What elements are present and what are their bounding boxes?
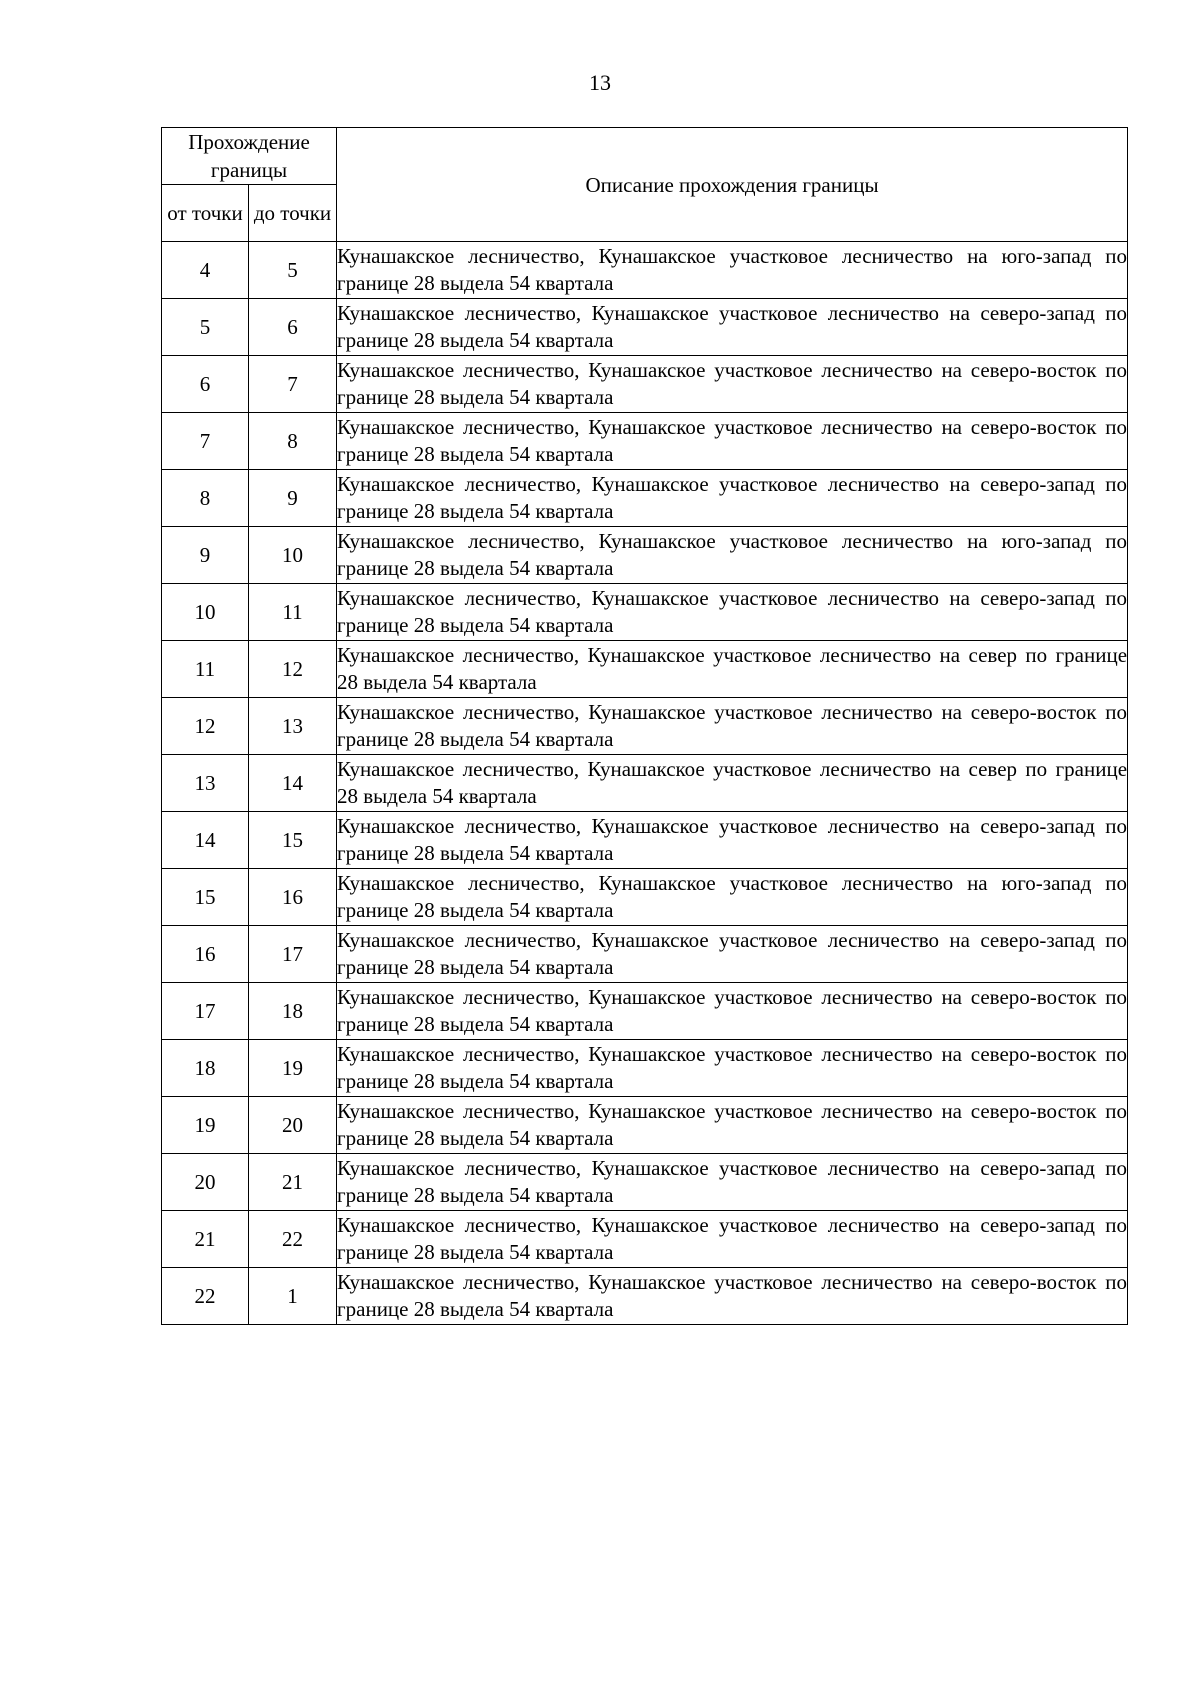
to-point-cell: 17 xyxy=(249,926,337,983)
to-point-cell: 20 xyxy=(249,1097,337,1154)
description-cell: Кунашакское лесничество, Кунашакское участковое лесничество на северо-восток по границе 28 выдела 54 квартала xyxy=(337,983,1128,1040)
from-point-cell: 16 xyxy=(162,926,249,983)
description-cell: Кунашакское лесничество, Кунашакское участковое лесничество на север по границе 28 выдела 54 квартала xyxy=(337,641,1128,698)
description-cell: Кунашакское лесничество, Кунашакское участковое лесничество на северо-запад по границе 28 выдела 54 квартала xyxy=(337,584,1128,641)
description-cell: Кунашакское лесничество, Кунашакское участковое лесничество на северо-восток по границе 28 выдела 54 квартала xyxy=(337,698,1128,755)
description-cell: Кунашакское лесничество, Кунашакское участковое лесничество на северо-запад по границе 28 выдела 54 квартала xyxy=(337,470,1128,527)
table-row xyxy=(162,812,1128,869)
from-point-cell: 20 xyxy=(162,1154,249,1211)
from-point-cell: 14 xyxy=(162,812,249,869)
to-point-cell: 18 xyxy=(249,983,337,1040)
from-point-cell: 4 xyxy=(162,242,249,299)
from-point-cell: 18 xyxy=(162,1040,249,1097)
table-row xyxy=(162,299,1128,356)
table-row xyxy=(162,1097,1128,1154)
table-row xyxy=(162,242,1128,299)
header-description: Описание прохождения границы xyxy=(337,128,1128,242)
table-row xyxy=(162,527,1128,584)
from-point-cell: 9 xyxy=(162,527,249,584)
description-cell: Кунашакское лесничество, Кунашакское участковое лесничество на северо-запад по границе 28 выдела 54 квартала xyxy=(337,812,1128,869)
table-row xyxy=(162,1154,1128,1211)
table-row xyxy=(162,356,1128,413)
to-point-cell: 8 xyxy=(249,413,337,470)
to-point-cell: 1 xyxy=(249,1268,337,1325)
description-cell: Кунашакское лесничество, Кунашакское участковое лесничество на северо-запад по границе 28 выдела 54 квартала xyxy=(337,1211,1128,1268)
table-row xyxy=(162,1211,1128,1268)
from-point-cell: 22 xyxy=(162,1268,249,1325)
boundary-table xyxy=(161,127,1128,1325)
description-cell: Кунашакское лесничество, Кунашакское участковое лесничество на северо-восток по границе 28 выдела 54 квартала xyxy=(337,356,1128,413)
to-point-cell: 10 xyxy=(249,527,337,584)
from-point-cell: 10 xyxy=(162,584,249,641)
table-row xyxy=(162,1268,1128,1325)
description-cell: Кунашакское лесничество, Кунашакское участковое лесничество на северо-запад по границе 28 выдела 54 квартала xyxy=(337,1154,1128,1211)
from-point-cell: 15 xyxy=(162,869,249,926)
description-cell: Кунашакское лесничество, Кунашакское участковое лесничество на северо-восток по границе 28 выдела 54 квартала xyxy=(337,1268,1128,1325)
table-header xyxy=(162,128,1128,242)
to-point-cell: 9 xyxy=(249,470,337,527)
table-row xyxy=(162,584,1128,641)
from-point-cell: 19 xyxy=(162,1097,249,1154)
table-row xyxy=(162,983,1128,1040)
table-row xyxy=(162,698,1128,755)
to-point-cell: 5 xyxy=(249,242,337,299)
description-cell: Кунашакское лесничество, Кунашакское участковое лесничество на юго-запад по границе 28 выдела 54 квартала xyxy=(337,527,1128,584)
to-point-cell: 19 xyxy=(249,1040,337,1097)
to-point-cell: 15 xyxy=(249,812,337,869)
table-row xyxy=(162,470,1128,527)
table-row xyxy=(162,926,1128,983)
to-point-cell: 16 xyxy=(249,869,337,926)
description-cell: Кунашакское лесничество, Кунашакское участковое лесничество на северо-восток по границе 28 выдела 54 квартала xyxy=(337,1040,1128,1097)
table-row xyxy=(162,869,1128,926)
from-point-cell: 12 xyxy=(162,698,249,755)
description-cell: Кунашакское лесничество, Кунашакское участковое лесничество на северо-восток по границе 28 выдела 54 квартала xyxy=(337,413,1128,470)
from-point-cell: 11 xyxy=(162,641,249,698)
from-point-cell: 6 xyxy=(162,356,249,413)
to-point-cell: 6 xyxy=(249,299,337,356)
description-cell: Кунашакское лесничество, Кунашакское участковое лесничество на север по границе 28 выдела 54 квартала xyxy=(337,755,1128,812)
to-point-cell: 11 xyxy=(249,584,337,641)
header-passage: Прохождение границы xyxy=(162,128,337,185)
to-point-cell: 12 xyxy=(249,641,337,698)
page-number: 13 xyxy=(589,70,611,95)
table-body xyxy=(162,242,1128,1325)
from-point-cell: 21 xyxy=(162,1211,249,1268)
from-point-cell: 8 xyxy=(162,470,249,527)
description-cell: Кунашакское лесничество, Кунашакское участковое лесничество на северо-запад по границе 28 выдела 54 квартала xyxy=(337,299,1128,356)
header-to-point: до точки xyxy=(249,185,337,242)
table-row xyxy=(162,413,1128,470)
table-row xyxy=(162,1040,1128,1097)
table-row xyxy=(162,755,1128,812)
from-point-cell: 17 xyxy=(162,983,249,1040)
description-cell: Кунашакское лесничество, Кунашакское участковое лесничество на северо-восток по границе 28 выдела 54 квартала xyxy=(337,1097,1128,1154)
to-point-cell: 13 xyxy=(249,698,337,755)
from-point-cell: 5 xyxy=(162,299,249,356)
description-cell: Кунашакское лесничество, Кунашакское участковое лесничество на северо-запад по границе 28 выдела 54 квартала xyxy=(337,926,1128,983)
description-cell: Кунашакское лесничество, Кунашакское участковое лесничество на юго-запад по границе 28 выдела 54 квартала xyxy=(337,242,1128,299)
from-point-cell: 13 xyxy=(162,755,249,812)
table-row xyxy=(162,641,1128,698)
header-from-point: от точки xyxy=(162,185,249,242)
to-point-cell: 21 xyxy=(249,1154,337,1211)
to-point-cell: 7 xyxy=(249,356,337,413)
description-cell: Кунашакское лесничество, Кунашакское участковое лесничество на юго-запад по границе 28 выдела 54 квартала xyxy=(337,869,1128,926)
to-point-cell: 22 xyxy=(249,1211,337,1268)
from-point-cell: 7 xyxy=(162,413,249,470)
to-point-cell: 14 xyxy=(249,755,337,812)
